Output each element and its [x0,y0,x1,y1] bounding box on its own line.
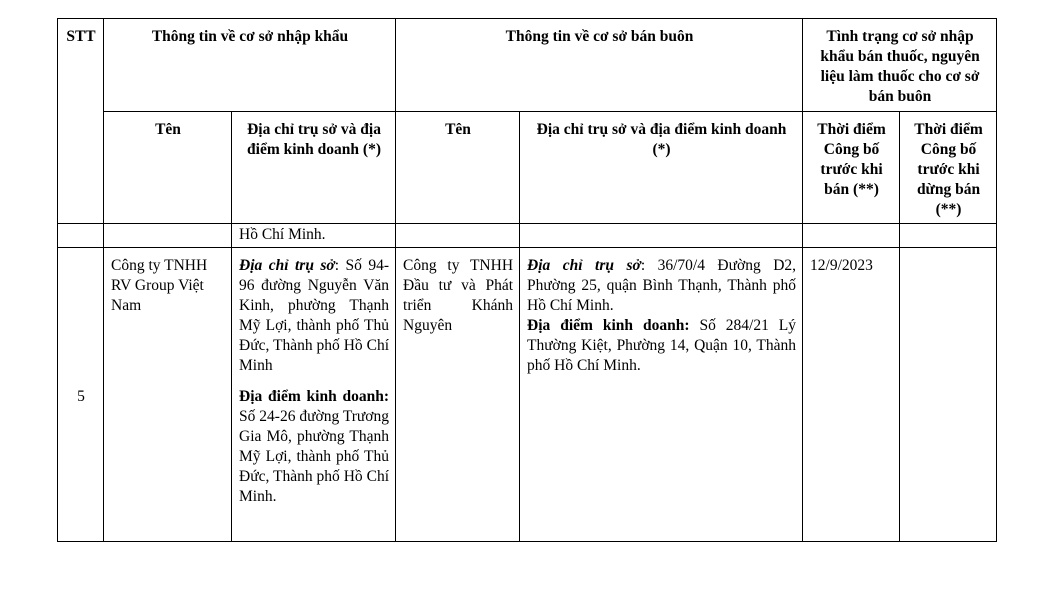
continued-row [58,224,997,248]
announce-start-date: 12/9/2023 [803,248,900,542]
importer-address [232,248,396,542]
importer-biz [239,387,389,507]
wholesaler-biz-label: Địa điểm kinh doanh: [527,317,690,334]
importer-hq-label: Địa chỉ trụ sở [239,257,335,274]
wholesaler-name: Công ty TNHH Đầu tư và Phát triển Khánh Nguyên [396,248,520,542]
importer-name: Công ty TNHH RV Group Việt Nam [104,248,232,542]
header-importer-name: Tên [104,112,232,224]
header-importer-address: Địa chỉ trụ sở và địa điểm kinh doanh (*) [232,112,396,224]
wholesaler-hq-value: : 36/70/4 Đường D2, Phường 25, quận Bình Thạnh, Thành phố Hồ Chí Minh. [527,257,797,314]
importer-hq [239,256,389,376]
header-announce-start: Thời điểm Công bố trước khi bán (**) [803,112,900,224]
row-stt: 5 [58,248,104,542]
importer-biz-value: Số 24-26 đường Trương Gia Mô, phường Thạnh Mỹ Lợi, thành phố Thủ Đức, Thành phố Hồ Chí Minh. [239,408,390,505]
wholesaler-biz [527,316,796,376]
announce-stop-date [900,248,997,542]
header-wholesaler-address: Địa chỉ trụ sở và địa điểm kinh doanh (*) [520,112,803,224]
wholesaler-address [520,248,803,542]
header-stt: STT [58,19,104,224]
header-wholesaler-info: Thông tin về cơ sở bán buôn [396,19,803,112]
header-row-1 [58,19,997,112]
wholesaler-biz-value: Số 284/21 Lý Thường Kiệt, Phường 14, Quận 10, Thành phố Hồ Chí Minh. [527,317,797,374]
wholesaler-hq-label: Địa chỉ trụ sở [527,257,641,274]
header-announce-stop: Thời điểm Công bố trước khi dừng bán (**) [900,112,997,224]
importer-hq-value: : Số 94-96 đường Nguyễn Văn Kinh, phường Thạnh Mỹ Lợi, thành phố Thủ Đức, Thành phố Hồ Chí Minh [239,257,390,374]
importer-biz-label: Địa điểm kinh doanh: [239,388,390,405]
importer-address-tail: Hồ Chí Minh. [232,224,396,248]
importer-wholesaler-table [57,18,997,542]
table-row [58,248,997,542]
header-row-2 [58,112,997,224]
wholesaler-hq [527,256,796,316]
header-importer-info: Thông tin về cơ sở nhập khẩu [104,19,396,112]
header-wholesaler-name: Tên [396,112,520,224]
header-status: Tình trạng cơ sở nhập khẩu bán thuốc, nguyên liệu làm thuốc cho cơ sở bán buôn [803,19,997,112]
